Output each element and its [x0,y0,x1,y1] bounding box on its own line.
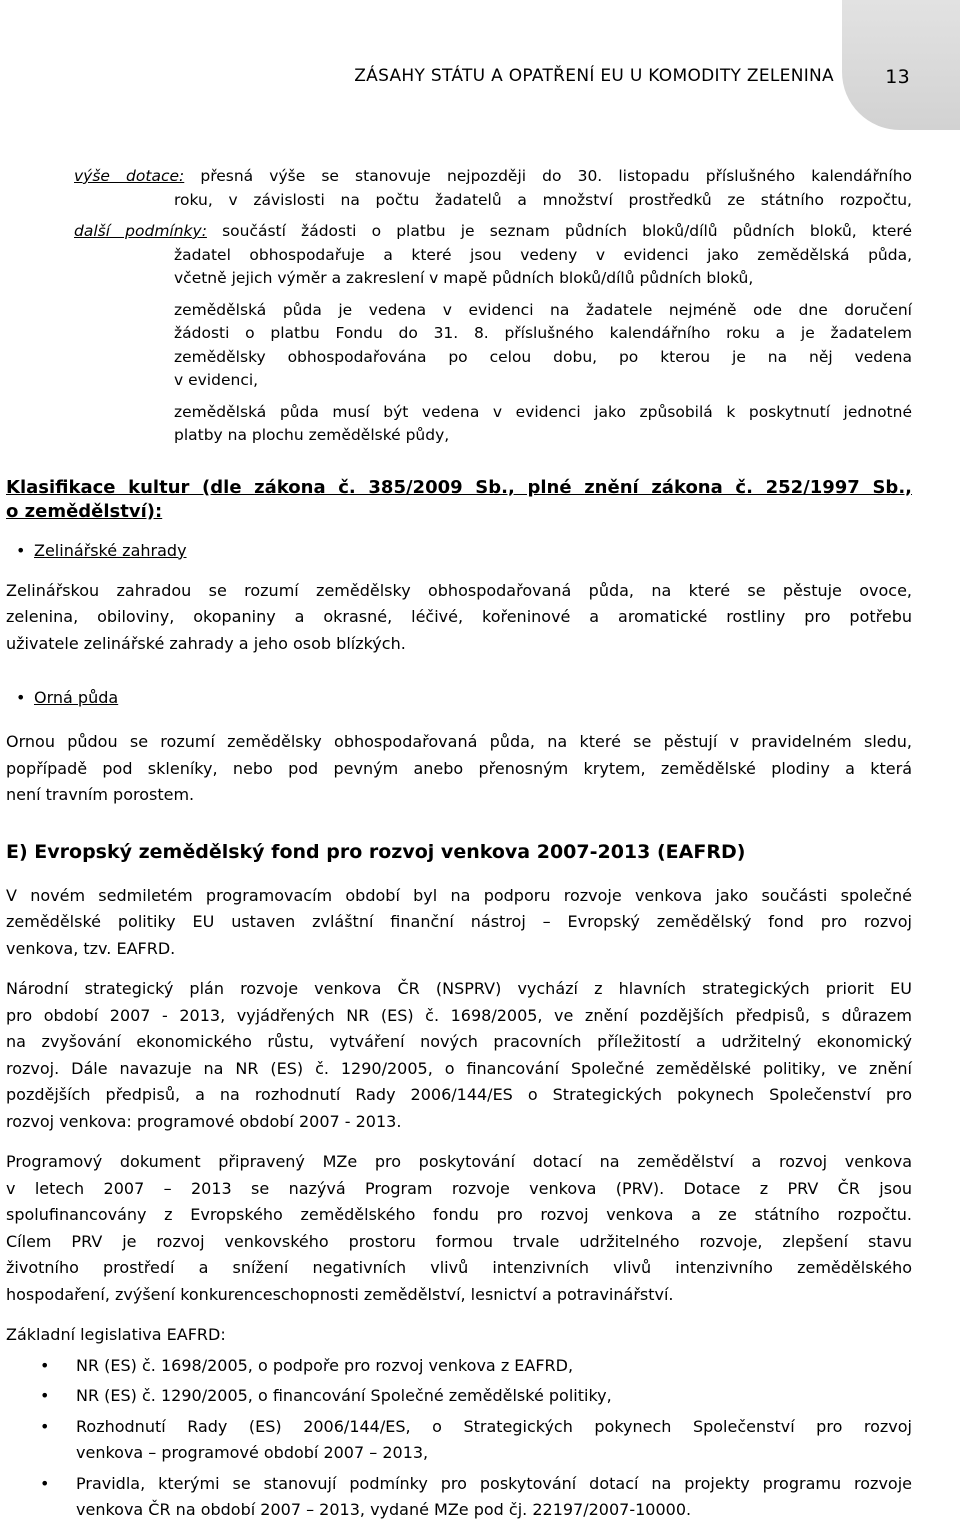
dotace-label: výše dotace: [74,167,185,185]
podminky-line-1: další podmínky: součástí žádosti o platbu je seznam půdních bloků/dílů půdních bloků, které [74,222,912,240]
eafrd-heading: E) Evropský zemědělský fond pro rozvoj venkova 2007-2013 (EAFRD) [6,840,746,863]
legislation-item-1: • NR (ES) č. 1698/2005, o podpoře pro rozvoj venkova z EAFRD, [6,1353,912,1380]
legislation-item-2: • NR (ES) č. 1290/2005, o financování Společné zemědělské politiky, [6,1383,912,1410]
orna-puda-paragraph: Ornou půdou se rozumí zemědělsky obhospodařovaná půda, na které se pěstují v pravidelném sledu, popřípadě pod skleníky, nebo pod pevným anebo přenosným krytem, zemědělské plodiny a která není travním porostem. [6,732,912,804]
dotace-line-2: roku, v závislosti na počtu žadatelů a množství prostředků ze státního rozpočtu, [174,190,912,209]
legislation-item-4: • Pravidla, kterými se stanovují podmínky pro poskytování dotací na projekty programu rozvoje venkova ČR na období 2007 – 2013, vydané MZe pod čj. 22197/2007-10000. [6,1471,912,1524]
bullet-icon: • [40,1416,50,1436]
legislation-item-3: • Rozhodnutí Rady (ES) 2006/144/ES, o Strategických pokynech Společenství pro rozvoj venkova – programové období 2007 – 2013, [6,1414,912,1467]
eafrd-paragraph-3: Programový dokument připravený MZe pro poskytování dotací na zemědělství a rozvoj venkova v letech 2007 – 2013 se nazývá Program rozvoje venkova (PRV). Dotace z PRV ČR jsou spolufinancovány z Evropského zemědělského fondu pro rozvoj venkova a ze státního rozpočtu. Cílem PRV je rozvoj venkovského prostoru formou trvale udržitelného rozvoje, zlepšení stavu životního prostředí a snížení negativních vlivů intenzivních vlivů intenzivního zemědělského hospodaření, zvýšení konkurenceschopnosti zemědělství, lesnictví a potravinářství. [6,1152,912,1304]
zelinarske-zahrady-title: Zelinářské zahrady [34,540,187,560]
bullet-icon: • [40,1355,50,1375]
page-corner-decoration [842,0,960,130]
condition-eligibility: zemědělská půda musí být vedena v evidenci jako způsobilá k poskytnutí jednotné platby na plochu zemědělské půdy, [174,402,912,444]
orna-puda-title: Orná půda [34,688,119,707]
bullet-orna-puda [6,685,912,711]
eafrd-paragraph-2: Národní strategický plán rozvoje venkova ČR (NSPRV) vychází z hlavních strategických priorit EU pro období 2007 - 2013, vyjádřených NR (ES) č. 1698/2005, ve znění pozdějších předpisů, s důrazem na zvyšování ekonomického růstu, vytváření nových pracovních příležitostí a udržitelný ekonomický rozvoj. Dále navazuje na NR (ES) č. 1290/2005, o financování Společné zemědělské politiky, ve znění pozdějších předpisů, a na rozhodnutí Rady 2006/144/ES o Strategických pokynech Společenství pro rozvoj venkova: programové období 2007 - 2013. [6,979,912,1131]
bullet-icon: • [40,1473,50,1493]
running-header-title: ZÁSAHY STÁTU A OPATŘENÍ EU U KOMODITY ZELENINA [354,66,834,86]
zelinarske-zahrady-paragraph: Zelinářskou zahradou se rozumí zemědělsky obhospodařovaná půda, na které se pěstuje ovoce, zelenina, obiloviny, okopaniny a okrasné, léčivé, kořeninové a aromatické rostliny pro potřebu uživatele zelinářské zahrady a jeho osob blízkých. [6,580,912,653]
bullet-zelinarske-zahrady [6,538,912,564]
eafrd-paragraph-1: V novém sedmiletém programovacím období byl na podporu rozvoje venkova jako součásti společné zemědělské politiky EU ustaven zvláštní finanční nástroj – Evropský zemědělský fond pro rozvoj venkova, tzv. EAFRD. [6,885,912,958]
podminky-line-2: žadatel obhospodařuje a které jsou vedeny v evidenci jako zemědělská půda, [174,245,912,264]
klasifikace-heading: Klasifikace kultur (dle zákona č. 385/2009 Sb., plné znění zákona č. 252/1997 Sb., o zemědělství): [6,476,912,522]
legislation-label: Základní legislativa EAFRD: [6,1325,226,1344]
page-content [6,165,912,1524]
page-number: 13 [885,66,910,88]
podminky-label: další podmínky: [74,222,207,240]
podminky-line-3: včetně jejich výměr a zakreslení v mapě půdních bloků/dílů půdních bloků, [174,269,754,287]
bullet-icon: • [16,540,26,560]
definitions-block [6,165,912,448]
dotace-line-1: výše dotace: přesná výše se stanovuje nejpozději do 30. listopadu příslušného kalendářního [74,167,912,185]
bullet-icon: • [40,1386,50,1405]
running-header [0,66,960,96]
bullet-icon: • [16,688,26,707]
condition-evidence: zemědělská půda je vedena v evidenci na žadatele nejméně ode dne doručení žádosti o platbu Fondu do 31. 8. příslušného kalendářního roku a je žadatelem zemědělsky obhospodařována po celou dobu, po kterou je na něj vedena v evidenci, [174,300,912,389]
